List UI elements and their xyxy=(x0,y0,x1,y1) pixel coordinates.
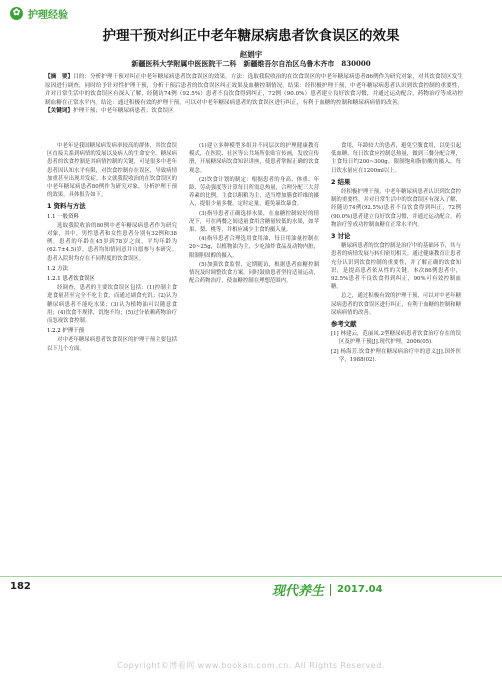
article-author: 赵娟宇 xyxy=(239,50,263,59)
page-number: 182 xyxy=(10,581,31,592)
intro-paragraph: 中老年是我国糖尿病发病率较高的群体，其饮食误区直接关系到病情的发展以及病人的生命安全。糖尿病患者的饮食控制是其病情控制的关键，可是很多中老年患者因认知水平有限，对饮食控制存在误区，导致病情加重甚至出现并发症。本文就我院收治的在饮食误区的中老年糖尿病患者80例作为研究对象，分析护理干预的效果，具体报告如下。 xyxy=(47,143,177,199)
journal-brand xyxy=(272,580,383,599)
paragraph-diet-misconceptions: 经调查，患者的主要饮食误区包括：(1)控制主食进食量甚至完全不吃主食，而通过副食充饥；(2)认为糖尿病患者不能吃水果；(3)认为植物油可以随意食用；(4)饮食不规律，饥饱不均；(5)过分依赖药物治疗而忽视饮食控制。 xyxy=(47,285,177,325)
column-left xyxy=(47,142,177,354)
paragraph: 食用，年龄较大的患者，避免空腹食用，以免引起低血糖。每日饮食应控制总热量，做到三餐分配合理，主食每日约200~300g，限制饱和脂肪酸的摄入，每日饮水量应在1200ml以上。 xyxy=(331,143,461,174)
section-header xyxy=(10,6,68,21)
paragraph-discussion: 糖尿病患者的饮食控制是治疗中的基础环节，其与患者的病情发展与转归密切相关。通过健康教育让患者充分认识到饮食控制的重要性，并了解正确的饮食知识，是提高患者依从性的关键。本次86例患者中，92.5%患者不良饮食得到纠正，90%可有效控制血糖。 xyxy=(331,243,461,291)
article-title: 护理干预对纠正中老年糖尿病患者饮食误区的效果 xyxy=(102,28,400,44)
leaf-icon: ✿ xyxy=(10,7,23,20)
heading-results: 2 结果 xyxy=(331,177,351,186)
paragraph-nursing-intervention: 对中老年糖尿病患者饮食误区的护理干预主要包括以下几个方面。 xyxy=(47,337,177,352)
heading-methods: 1 资料与方法 xyxy=(47,202,86,211)
paragraph: (4)指导患者合理选用食用油，每日用油量控制在20~25g，以植物油为主，少吃油炸食品及动物内脏，限制胆固醇的摄入。 xyxy=(189,236,319,259)
keywords-text: 护理干预；中老年糖尿病患者；饮食误区 xyxy=(72,108,174,115)
column-right xyxy=(331,142,461,365)
reference-item: [2] 杨海芳.饮食护理在糖尿病治疗中的意义[J].国外医学，1988(02). xyxy=(331,348,461,363)
paragraph: (5)加强饮食监督，定期随访，根据患者血糖控制情况及时调整饮食方案，同时鼓励患者坚持适量运动，配合药物治疗，使血糖控制在理想范围内。 xyxy=(189,261,319,285)
paragraph-conclusion: 总之，通过积极有效的护理干预，可以对中老年糖尿病患者的饮食误区进行纠正，有利于血糖的控制和糖尿病病情的改善。 xyxy=(331,293,461,316)
column-middle xyxy=(189,142,319,286)
body-columns xyxy=(47,142,462,572)
brand-divider xyxy=(330,584,331,596)
paragraph: (2)饮食计划的制定：根据患者的身高、体重、年龄、劳动强度等计算每日所需总热量，合理分配三大营养素的比例，主食以粗粮为主，适当增加膳食纤维的摄入，提倡少量多餐，定时定量，避免暴饮暴食。 xyxy=(189,176,319,208)
abstract-text: 目的：分析护理干预对纠正中老年糖尿病患者饮食误区的效果。方法：选取我院收治的在饮食误区的中老年糖尿病患者86例作为研究对象，对其饮食误区发生原因进行调查，同时给予针对性护理干预，分析干预后患者的饮食误区纠正效果及血糖控制情况。结果：经积极护理干预，中老年糖尿病患者认识到饮食控制的重要性，并对日常生活中的饮食误区有深入了解，经随访74例（92.5%）患者不良饮食得到纠正，72例（90.0%）患者建立良好饮食习惯，并通过运动配合，药物治疗等成功控制血糖在正常水平内。结论：通过积极有效的护理干预，可以对中老年糖尿病患者的饮食误区进行纠正，有利于血糖的控制和糖尿病病情的改善。 xyxy=(45,74,463,106)
heading-diet-misconceptions: 1.2.1 患者饮食误区 xyxy=(47,276,95,283)
heading-methods-sub: 1.2 方法 xyxy=(47,265,69,272)
journal-issue: 2017.04 xyxy=(337,584,383,595)
section-label: 护理经验 xyxy=(28,10,68,21)
footer-divider xyxy=(0,576,502,577)
paragraph-general-data: 选取我院收治的80例中老年糖尿病患者作为研究对象，其中，男性患者和女性患者分别有32例和38例，患者的年龄在45岁到78岁之间，平均年龄为(62.7±4.5)岁。患者均知情同意并自愿参与本研究。患者入院时均存在不同程度的饮食误区。 xyxy=(47,222,177,262)
reference-item: [1] 林建云，范丽凤.2型糖尿病患者饮食治疗存在的误区及护理干预[J].现代护理，2006(05). xyxy=(331,331,461,346)
heading-nursing-intervention: 1.2.2 护理干预 xyxy=(47,328,84,335)
abstract-label: 【摘 要】 xyxy=(45,74,74,80)
keywords-label: 【关键词】 xyxy=(45,108,73,115)
copyright-watermark: Copyright©博看网 www.bookan.com.cn. All Rights Reserved. xyxy=(117,661,385,670)
paragraph-results: 经积极护理干预，中老年糖尿病患者认识到饮食控制的重要性，并对日常生活中的饮食误区有深入了解，经随访74例(92.5%)患者不良饮食得到纠正，72例(90.0%)患者建立良好饮食习惯，并通过运动配合，药物治疗等成功控制血糖在正常水平内。 xyxy=(331,189,461,228)
heading-general-data: 1.1 一般资料 xyxy=(47,213,79,220)
heading-discussion: 3 讨论 xyxy=(331,232,351,241)
abstract xyxy=(45,73,463,116)
paragraph: (3)指导患者正确选择水果，在血糖控制较好的情况下，可在两餐之间适量食用含糖量较低的水果，如苹果、梨、桃等，并相应减少主食的摄入量。 xyxy=(189,210,319,234)
paragraph: (1)建立多种模型多组并不同层次的护理健康教育模式，在医院、社区等公共场所张贴宣传画，发放宣传册，开展糖尿病饮食知识讲座，使患者掌握正确的饮食观念。 xyxy=(189,143,319,174)
journal-logo: 现代养生 xyxy=(272,584,325,599)
heading-references: 参考文献 xyxy=(331,320,357,329)
author-affiliation: 新疆医科大学附属中医医院干二科 新疆维吾尔自治区乌鲁木齐市 830000 xyxy=(131,59,371,68)
